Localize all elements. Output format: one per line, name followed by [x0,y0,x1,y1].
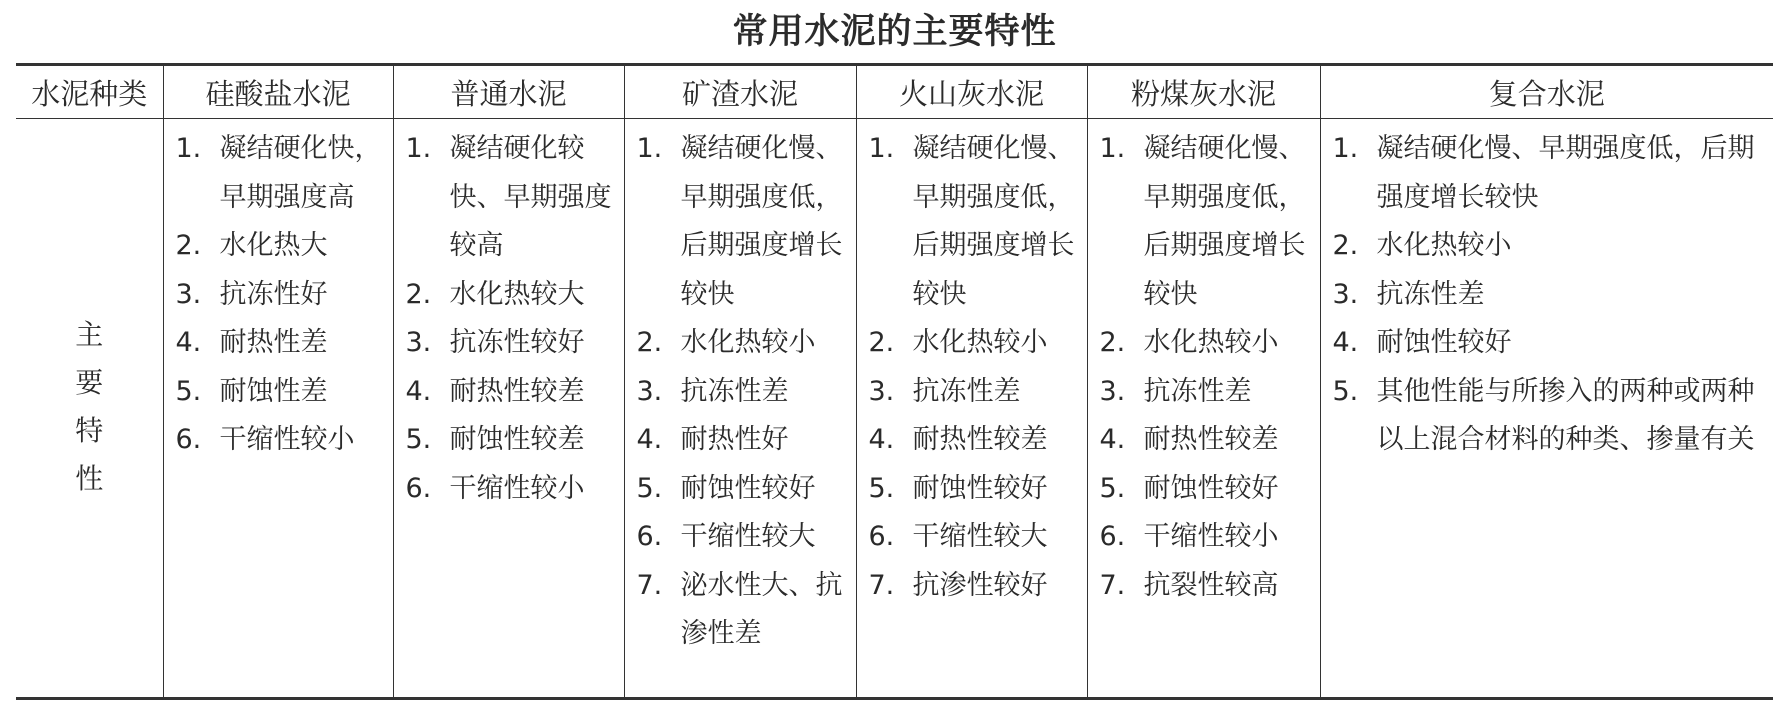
property-item [637,465,850,514]
header-portland-cement: 硅酸盐水泥 [163,65,393,119]
property-item [637,562,850,659]
property-text: 耐蚀性较好 [1376,327,1512,358]
property-item [176,125,387,222]
cell-composite-cement [1320,119,1773,699]
property-number: 4. [1099,424,1126,455]
property-item [1100,125,1314,319]
property-number: 5. [1099,472,1126,504]
property-item [406,319,618,368]
property-text: 水化热较小 [1143,327,1279,358]
property-item [176,222,387,271]
table-title: 常用水泥的主要特性 [732,12,1057,52]
property-text: 抗冻性差 [680,375,789,407]
property-text: 耐热性较差 [1143,424,1279,455]
property-number: 7. [636,569,663,601]
property-text: 抗渗性较好 [912,569,1048,601]
property-text: 耐热性较差 [449,375,585,407]
properties-row [16,119,1773,699]
property-text: 抗裂性较高 [1143,569,1279,601]
property-item [1100,368,1314,417]
property-text: 耐蚀性差 [219,375,328,407]
property-item [869,368,1081,417]
row-label-main-properties [75,311,103,503]
property-number: 6. [868,521,895,552]
property-text: 耐蚀性较好 [1143,472,1279,504]
property-item [869,319,1081,368]
property-number: 2. [1099,327,1126,358]
property-item [1333,125,1768,222]
property-number: 2. [1332,230,1359,261]
row-label-char: 性 [75,462,104,496]
header-cement-type: 水泥种类 [16,65,163,119]
property-item [869,416,1081,465]
property-item [1333,271,1768,320]
property-list [857,119,1087,610]
property-number: 3. [1332,278,1359,310]
property-number: 3. [636,375,663,407]
property-number: 4. [175,327,202,358]
property-text: 凝结硬化慢、早期强度低，后期强度增长较快 [912,133,1075,310]
row-label-char: 要 [75,366,104,400]
property-number: 2. [636,327,663,358]
property-number: 5. [405,424,432,455]
property-list [394,119,624,513]
property-item [1100,465,1314,514]
property-text: 其他性能与所掺入的两种或两种以上混合材料的种类、掺量有关 [1376,375,1755,455]
property-item [406,465,618,514]
cell-pozzolana-cement [856,119,1087,699]
header-composite-cement: 复合水泥 [1320,65,1773,119]
property-text: 干缩性较小 [219,424,355,455]
cell-fly-ash-cement [1087,119,1320,699]
cement-properties-table [16,63,1773,700]
property-text: 耐蚀性较好 [680,472,816,504]
property-text: 干缩性较大 [680,521,816,552]
row-label-cell [16,119,163,699]
property-number: 7. [1099,569,1126,601]
property-number: 3. [405,327,432,358]
property-item [869,562,1081,611]
property-item [176,271,387,320]
property-item [1333,368,1768,465]
property-text: 抗冻性好 [219,278,328,310]
property-item [1100,513,1314,562]
property-number: 4. [1332,327,1359,358]
property-item [406,416,618,465]
property-number: 4. [868,424,895,455]
property-text: 抗冻性差 [1143,375,1252,407]
property-text: 耐热性好 [680,424,789,455]
property-text: 凝结硬化慢、早期强度低，后期强度增长较快 [1376,133,1755,213]
row-label-char: 特 [75,414,104,448]
property-text: 抗冻性差 [912,375,1021,407]
property-number: 1. [175,133,202,164]
property-item [176,319,387,368]
header-fly-ash-cement: 粉煤灰水泥 [1087,65,1320,119]
property-text: 凝结硬化快，早期强度高 [219,133,382,213]
header-row [16,65,1773,119]
property-number: 1. [868,133,895,164]
property-text: 耐热性差 [219,327,328,358]
header-ordinary-cement: 普通水泥 [393,65,624,119]
property-text: 干缩性较小 [1143,521,1279,552]
property-item [176,416,387,465]
property-text: 干缩性较小 [449,472,585,504]
property-item [637,416,850,465]
property-text: 凝结硬化慢、早期强度低，后期强度增长较快 [680,133,843,310]
property-number: 3. [868,375,895,407]
property-list [1088,119,1320,610]
property-list [164,119,393,465]
property-text: 凝结硬化慢、早期强度低，后期强度增长较快 [1143,133,1306,310]
cell-slag-cement [624,119,856,699]
property-item [869,125,1081,319]
property-number: 2. [175,230,202,261]
property-list [625,119,856,659]
property-number: 1. [636,133,663,164]
property-text: 抗冻性差 [1376,278,1485,310]
property-number: 3. [175,278,202,310]
property-number: 2. [405,278,432,310]
property-item [1100,416,1314,465]
property-item [1333,319,1768,368]
property-text: 干缩性较大 [912,521,1048,552]
property-item [637,513,850,562]
cell-portland-cement [163,119,393,699]
property-text: 抗冻性较好 [449,327,585,358]
property-number: 6. [405,472,432,504]
property-item [406,368,618,417]
property-text: 水化热较小 [680,327,816,358]
property-item [637,319,850,368]
property-number: 6. [175,424,202,455]
property-number: 3. [1099,375,1126,407]
property-item [406,271,618,320]
property-number: 7. [868,569,895,601]
property-item [637,125,850,319]
property-text: 耐蚀性较好 [912,472,1048,504]
property-text: 泌水性大、抗渗性差 [680,569,843,649]
property-text: 水化热较大 [449,278,585,310]
property-item [1100,319,1314,368]
header-pozzolana-cement: 火山灰水泥 [856,65,1087,119]
property-number: 5. [636,472,663,504]
property-item [637,368,850,417]
property-text: 耐蚀性较差 [449,424,585,455]
header-slag-cement: 矿渣水泥 [624,65,856,119]
property-number: 5. [175,375,202,407]
property-number: 4. [636,424,663,455]
property-number: 1. [405,133,432,164]
property-list [1321,119,1774,465]
row-label-char: 主 [75,318,104,352]
property-number: 4. [405,375,432,407]
property-item [1100,562,1314,611]
property-item [406,125,618,271]
property-number: 6. [636,521,663,552]
property-item [1333,222,1768,271]
property-number: 5. [1332,375,1359,407]
cell-ordinary-cement [393,119,624,699]
property-number: 6. [1099,521,1126,552]
property-text: 耐热性较差 [912,424,1048,455]
property-text: 水化热较小 [1376,230,1512,261]
property-item [176,368,387,417]
property-number: 1. [1099,133,1126,164]
property-number: 1. [1332,133,1359,164]
property-item [869,465,1081,514]
property-text: 凝结硬化较快、早期强度较高 [449,133,612,261]
property-number: 5. [868,472,895,504]
property-item [869,513,1081,562]
property-number: 2. [868,327,895,358]
property-text: 水化热大 [219,230,328,261]
property-text: 水化热较小 [912,327,1048,358]
